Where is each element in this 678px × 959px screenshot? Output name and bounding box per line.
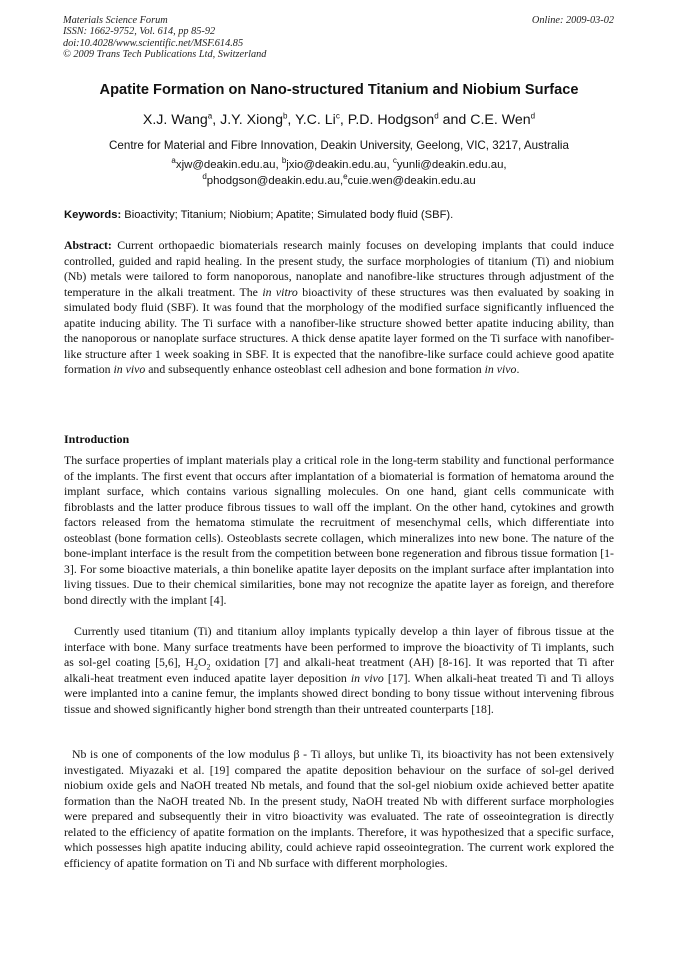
intro-p2-text: O: [197, 655, 207, 669]
keywords-text: Bioactivity; Titanium; Niobium; Apatite; Simulated body fluid (SBF).: [121, 209, 454, 221]
intro-p2-text: oxidation [7] and alkali-heat treatment (AH) [8-16]. It was reported that Ti after alkali-heat treatment even induced apatite layer deposition: [64, 655, 615, 685]
email-address: xjw@deakin.edu.au: [175, 159, 276, 171]
abstract-text: bioactivity of these structures was then evaluated by soaking in simulated body fluid (SBF). It was found that the morphology of the modified surface significantly influenced the apatite inducing ability. The Ti surface with a nanofiber-like structure showed better apatite inducing ability, than the nanoporous or nanoplate surface structures. A thick dense apatite layer formed on the Ti surface with nanofiber-like structure after 1 week soaking in SBF. It is expected that the nanofibre-like surface could achieve good apatite formation: [64, 284, 614, 376]
abstract-italic: in vivo: [113, 362, 146, 376]
intro-p3-text: Nb is one of components of the low modulus β - Ti alloys, but unlike Ti, its bioactivity has not been extensively investigated. Miyazaki et al. [19] compared the apatite deposition behaviour on the surface of sol-gel derived niobium oxide gels and NaOH treated Nb metals, and found that the sol-gel niobium oxide achieved better apatite formation than the NaOH treated Nb. In the present study, NaOH treated Nb with different surface morphologies were prepared and subsequently their in vitro bioactivity was evaluated. The rate of osseointegration is directly related to the efficiency of apatite formation on the implants. Therefore, it was hypothesized that a specific surface, which possesses high apatite inducing ability, could achieve rapid osseointegration. The current work explored the efficiency of apatite formation on Ti and Nb surface with different morphologies.: [64, 747, 614, 870]
doi-line: doi:10.4028/www.scientific.net/MSF.614.85: [63, 37, 244, 49]
intro-paragraph-2: [64, 624, 614, 717]
journal-header: [63, 15, 266, 61]
author-affil-mark: d: [530, 111, 536, 121]
author-list: X.J. Wang$^a$, J.Y. Xiong$^b$, Y.C. Li$^c$, P.D. Hodgson$^d$ and C.E. Wen$^d$: [142, 111, 536, 128]
author-affil-mark: c: [335, 111, 340, 121]
author-name: X.J. Wang: [142, 112, 208, 128]
intro-paragraph-3: [64, 747, 614, 871]
email-mark: e: [343, 171, 348, 181]
intro-p1-text: The surface properties of implant materials play a critical role in the long-term stability and functional performance of the implants. The first event that occurs after implantation of a biomaterial is formation of hematoma around the implant surface, which contains various signalling molecules. On one hand, giant cells communicate with fibroblasts and the latter produce fibrous tissues to wall off the implant. On the other hand, cytokines and growth factors released from the hematoma stimulate the recruitment of mesenchymal cells, which differentiate into osteoblast (bone formation cells). Osteoblasts secrete collagen, which mineralizes into new bone. The nature of the bone-implant interface is the result from the competition between bone regeneration and fibrous tissue formation [1-3]. For some bioactive materials, a thin bonelike apatite layer deposits on the implant surface after implantation into living tissues. Due to their chemical similarities, bone may not recognize the apatite layer as foreign, and therefore bond directly with the implant [4].: [64, 453, 614, 607]
intro-p2-italic: in vivo: [350, 670, 384, 685]
author-name: P.D. Hodgson: [347, 112, 435, 128]
paper-title: Apatite Formation on Nano-structured Titanium and Niobium Surface: [99, 82, 579, 98]
email-address: phodgson@deakin.edu.au: [206, 174, 340, 187]
author-affil-mark: a: [207, 111, 213, 121]
journal-name: Materials Science Forum: [63, 15, 168, 26]
email-list: $^a$xjw@deakin.edu.au, $^b$jxio@deakin.edu.au, $^c$yunli@deakin.edu.au, $^d$phodgson@deakin.edu.au,$^e$cuie.wen@deakin.edu.au: [171, 156, 507, 187]
author-name: Y.C. Li: [295, 112, 336, 128]
keywords: [64, 209, 616, 221]
abstract-text: and subsequently enhance osteoblast cell adhesion and bone formation: [145, 362, 485, 376]
email-mark: a: [171, 156, 176, 166]
keywords-label: Keywords:: [64, 209, 122, 221]
author-affil-mark: b: [282, 111, 288, 121]
intro-paragraph-1: [64, 453, 614, 608]
email-address: yunli@deakin.edu.au: [396, 159, 504, 171]
author-name: J.Y. Xiong: [220, 112, 283, 128]
affiliation: Centre for Material and Fibre Innovation, Deakin University, Geelong, VIC, 3217, Australia: [109, 139, 569, 152]
intro-p2-text: [17]. When alkali-heat treated Ti and Ti alloys were implanted into a canine femur, the implants showed direct bonding to bony tissue without intervening fibrous tissue and showed significantly higher bond strength than their untreated counterparts [18].: [64, 670, 614, 716]
intro-p2-subscript: 2: [206, 662, 211, 672]
author-name: C.E. Wen: [470, 112, 531, 128]
intro-p2-text: Currently used titanium (Ti) and titanium alloy implants typically develop a thin layer of fibrous tissue at the interface with bone. Many surface treatments have been performed to improve the bioactivity of Ti implants, such as sol-gel coating [5,6], H: [64, 624, 614, 669]
abstract-italic: in vivo: [484, 362, 517, 376]
intro-p2-subscript: 2: [193, 662, 198, 672]
email-mark: b: [281, 156, 287, 166]
email-mark: d: [202, 171, 207, 181]
section-heading-introduction: Introduction: [64, 432, 130, 446]
issn-line: ISSN: 1662-9752, Vol. 614, pp 85-92: [63, 26, 216, 38]
copyright-line: © 2009 Trans Tech Publications Ltd, Switzerland: [63, 49, 267, 61]
abstract: [64, 238, 614, 378]
abstract-text: Current orthopaedic biomaterials research mainly focuses on developing implants that could induce controlled, guided and rapid healing. In the present study, the surface morphologies of titanium (Ti) and niobium (Nb) metals were tailored to form nanoporous, nanoplate and nanofibre-like structures through adjustment of the temperature in the alkali treatment. The: [64, 238, 614, 299]
abstract-body: [64, 238, 614, 376]
email-address: jxio@deakin.edu.au: [286, 159, 387, 171]
email-address: cuie.wen@deakin.edu.au: [347, 174, 476, 187]
email-mark: c: [392, 156, 397, 166]
abstract-text: .: [516, 362, 520, 376]
abstract-italic: in vitro: [262, 284, 298, 299]
abstract-label: Abstract:: [64, 238, 112, 252]
author-affil-mark: d: [434, 111, 439, 121]
online-date: Online: 2009-03-02: [531, 15, 614, 26]
